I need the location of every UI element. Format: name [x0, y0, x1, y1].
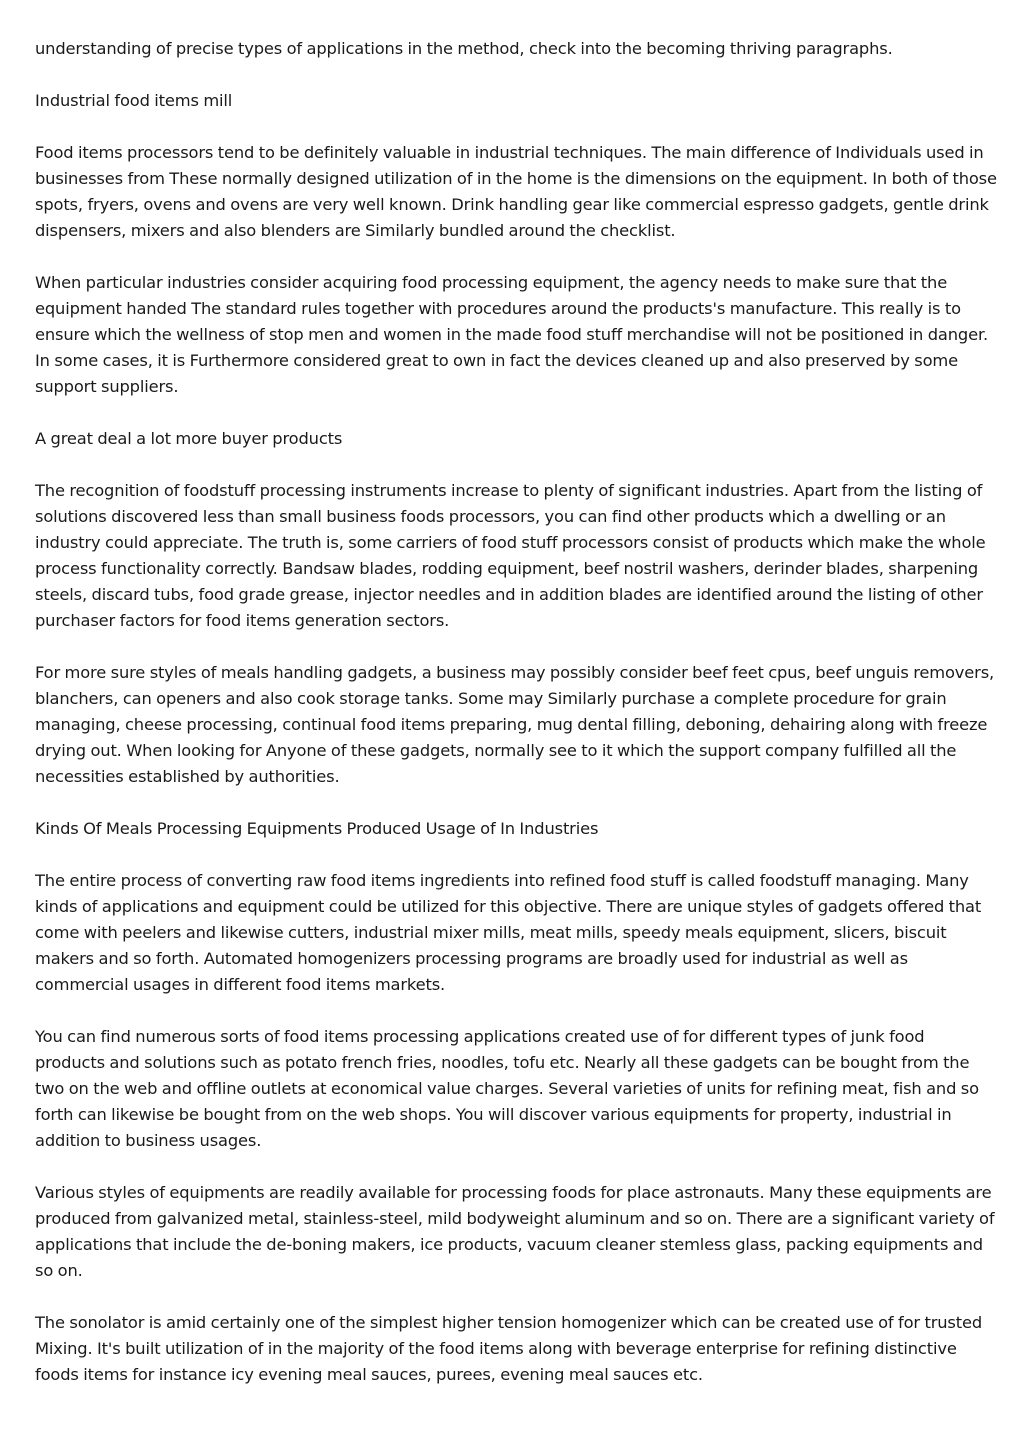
paragraph-entire-process: The entire process of converting raw food items ingredients into refined food stuff is called foodstuff managing. Many kinds of applications and equipment could be utilized for this objective. There are unique styles of gadgets offered that come with peelers and likewise cutters, industrial mixer mills, meat mills, speedy meals equipment, slicers, biscuit makers and so forth. Automated homogenizers processing programs are broadly used for industrial as well as commercial usages in different food items markets.: [35, 871, 982, 994]
section-heading-kinds: Kinds Of Meals Processing Equipments Produced Usage of In Industries: [35, 819, 599, 838]
paragraph-acquiring-equipment: When particular industries consider acquiring food processing equipment, the agency needs to make sure that the equipment handed The standard rules together with procedures around the products's manufacture. This really is to ensure which the wellness of stop men and women in the made food stuff merchandise will not be positioned in danger. In some cases, it is Furthermore considered great to own in fact the devices cleaned up and also preserved by some support suppliers.: [35, 273, 989, 396]
paragraph-recognition: The recognition of foodstuff processing instruments increase to plenty of significant industries. Apart from the listing of solutions discovered less than small business foods processors, you can find other products which a dwelling or an industry could appreciate. The truth is, some carriers of food stuff processors consist of products which make the whole process functionality correctly. Bandsaw blades, rodding equipment, beef nostril washers, derinder blades, sharpening steels, discard tubs, food grade grease, injector needles and in addition blades are identified around the listing of other purchaser factors for food items generation sectors.: [35, 481, 986, 630]
paragraph-various-styles: Various styles of equipments are readily available for processing foods for place astronauts. Many these equipments are produced from galvanized metal, stainless-steel, mild bodyweight aluminum and so on. There are a significant variety of applications that include the de-boning makers, ice products, vacuum cleaner stemless glass, packing equipments and so on.: [35, 1183, 995, 1280]
section-heading-industrial-mill: Industrial food items mill: [35, 91, 233, 110]
paragraph-meals-handling: For more sure styles of meals handling gadgets, a business may possibly consider beef feet cpus, beef unguis removers, blanchers, can openers and also cook storage tanks. Some may Similarly purchase a complete procedure for grain managing, cheese processing, continual food items preparing, mug dental filling, deboning, dehairing along with freeze drying out. When looking for Anyone of these gadgets, normally see to it which the support company fulfilled all the necessities established by authorities.: [35, 663, 995, 786]
section-heading-buyer-products: A great deal a lot more buyer products: [35, 429, 343, 448]
paragraph-sonolator: The sonolator is amid certainly one of the simplest higher tension homogenizer which can be created use of for trusted Mixing. It's built utilization of in the majority of the food items along with beverage enterprise for refining distinctive foods items for instance icy evening meal sauces, purees, evening meal sauces etc.: [35, 1313, 983, 1384]
paragraph-food-processors: Food items processors tend to be definitely valuable in industrial techniques. The main difference of Individuals used in businesses from These normally designed utilization of in the home is the dimensions on the equipment. In both of those spots, fryers, ovens and ovens are very well known. Drink handling gear like commercial espresso gadgets, gentle drink dispensers, mixers and also blenders are Similarly bundled around the checklist.: [35, 143, 997, 240]
document-body: [35, 36, 997, 1414]
intro-paragraph: understanding of precise types of applications in the method, check into the becoming thriving paragraphs.: [35, 39, 893, 58]
paragraph-numerous-sorts: You can find numerous sorts of food items processing applications created use of for different types of junk food products and solutions such as potato french fries, noodles, tofu etc. Nearly all these gadgets can be bought from the two on the web and offline outlets at economical value charges. Several varieties of units for refining meat, fish and so forth can likewise be bought from on the web shops. You will discover various equipments for property, industrial in addition to business usages.: [35, 1027, 979, 1150]
